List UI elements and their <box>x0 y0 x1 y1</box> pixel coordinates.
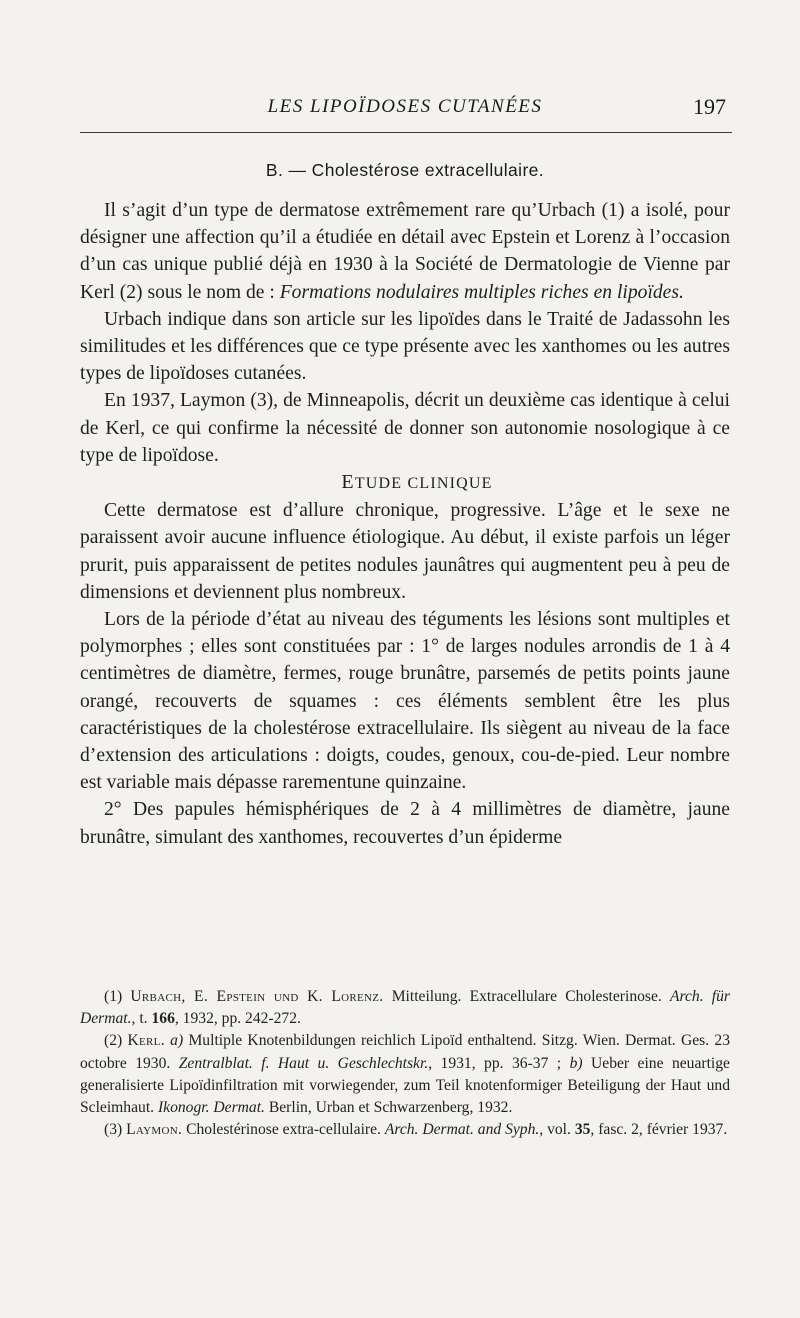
footnote-3-number: (3) <box>104 1121 127 1139</box>
footnote-2-number: (2) <box>104 1032 128 1050</box>
footnote-3-rest: , fasc. 2, février 1937. <box>590 1121 728 1139</box>
footnote-2-text-2: , 1931, pp. 36-37 ; <box>428 1054 570 1072</box>
running-head <box>80 92 730 122</box>
footnote-2-text-1: Multiple Knotenbildungen reichlich Lipoïd enthaltend. Sitzg. Wien. Dermat. Ges. 23 octobre 1930. <box>80 1032 730 1072</box>
footnote-3-author: Laymon. <box>126 1121 183 1139</box>
subheading-rest: TUDE CLINIQUE <box>354 475 493 493</box>
page-number: 197 <box>693 94 726 119</box>
paragraph-1-text: Il s’agit d’un type de dermatose extrêmement rare qu’Urbach (1) a isolé, pour désigner une affection qu’il a étudiée en détail avec Epstein et Lorenz à l’occasion d’un cas unique publié déjà en 1930 à la Société de Dermatologie de Vienne par Kerl (2) sous le nom de : <box>80 200 730 303</box>
body-text <box>80 197 730 851</box>
footnote-3 <box>80 1119 730 1141</box>
running-title: LES LIPOÏDOSES CUTANÉES <box>267 96 543 117</box>
footnote-1-vol-prefix: , t. <box>131 1010 152 1028</box>
footnote-1-journal: Arch. für Dermat. <box>80 988 730 1028</box>
paragraph-4: Cette dermatose est d’allure chronique, progressive. L’âge et le sexe ne paraissent avoir aucune influence étiologique. Au début, il existe parfois un léger prurit, puis apparaissent de petites nodules jaunâtres qui augmentent peu à peu de dimensions et deviennent plus nombreux. <box>80 500 730 603</box>
subheading-etude-clinique <box>80 469 730 497</box>
footnote-2-text-3: Ueber eine neuartige generalisierte Lipoïdinfiltration mit vorwiegender, zum Teil knotenformiger Beteiligung der Haut und Scleimhaut. <box>80 1054 730 1117</box>
paragraph-1-italic: Formations nodulaires multiples riches en lipoïdes. <box>279 281 684 303</box>
footnote-3-text: Cholestérinose extra-cellulaire. <box>182 1121 385 1139</box>
footnote-1-volume: 166 <box>151 1010 175 1028</box>
footnote-2 <box>80 1030 730 1119</box>
footnote-1-authors: Urbach, E. Epstein und K. Lorenz. <box>130 988 384 1005</box>
footnote-2-text-4: Berlin, Urban et Schwarzenberg, 1932. <box>264 1099 513 1117</box>
subheading-initial: E <box>341 471 355 494</box>
footnote-1 <box>80 986 730 1030</box>
footnote-3-vol-prefix: , vol. <box>539 1121 575 1139</box>
footnote-2-label-b: b) <box>569 1054 583 1072</box>
footnote-2-author: Kerl. <box>127 1032 165 1050</box>
paragraph-2: Urbach indique dans son article sur les lipoïdes dans le Traité de Jadassohn les similitudes et les différences que ce type présente avec les xanthomes ou les autres types de lipoïdoses cutanées. <box>80 308 730 385</box>
paragraph-6: 2° Des papules hémisphériques de 2 à 4 millimètres de diamètre, jaune brunâtre, simulant des xanthomes, recouvertes d’un épiderme <box>80 799 730 848</box>
footnote-1-text: Mitteilung. Extracellulare Cholesterinose. <box>383 988 670 1005</box>
section-heading: B. — Cholestérose extracellulaire. <box>265 160 545 180</box>
footnote-2-journal-1: Zentralblat. f. Haut u. Geschlechtskr. <box>178 1054 429 1072</box>
footnotes <box>80 986 730 1141</box>
footnote-3-journal: Arch. Dermat. and Syph. <box>384 1121 540 1139</box>
footnote-2-journal-2: Ikonogr. Dermat. <box>157 1099 265 1117</box>
paragraph-3: En 1937, Laymon (3), de Minneapolis, décrit un deuxième cas identique à celui de Kerl, ce qui confirme la nécessité de donner son autonomie nosologique à ce type de lipoïdose. <box>80 390 730 466</box>
footnote-3-volume: 35 <box>574 1121 591 1139</box>
footnote-1-number: (1) <box>104 988 131 1005</box>
header-rule <box>80 132 732 133</box>
paragraph-1 <box>80 197 730 306</box>
footnote-1-pages: , 1932, pp. 242-272. <box>174 1010 301 1028</box>
footnote-2-label-a: a) <box>164 1032 184 1050</box>
paragraph-5: Lors de la période d’état au niveau des téguments les lésions sont multiples et polymorphes ; elles sont constituées par : 1° de larges nodules arrondis de 1 à 4 centimètres de diamètre, fermes, rouge brunâtre, parsemés de petits points jaune orangé, recouverts de squames : ces éléments semblent être les plus caractéristiques de la cholestérose extracellulaire. Ils siègent au niveau de la face d’extension des articulations : doigts, coudes, genoux, cou-de-pied. Leur nombre est variable mais dépasse rarementune quinzaine. <box>80 609 730 794</box>
